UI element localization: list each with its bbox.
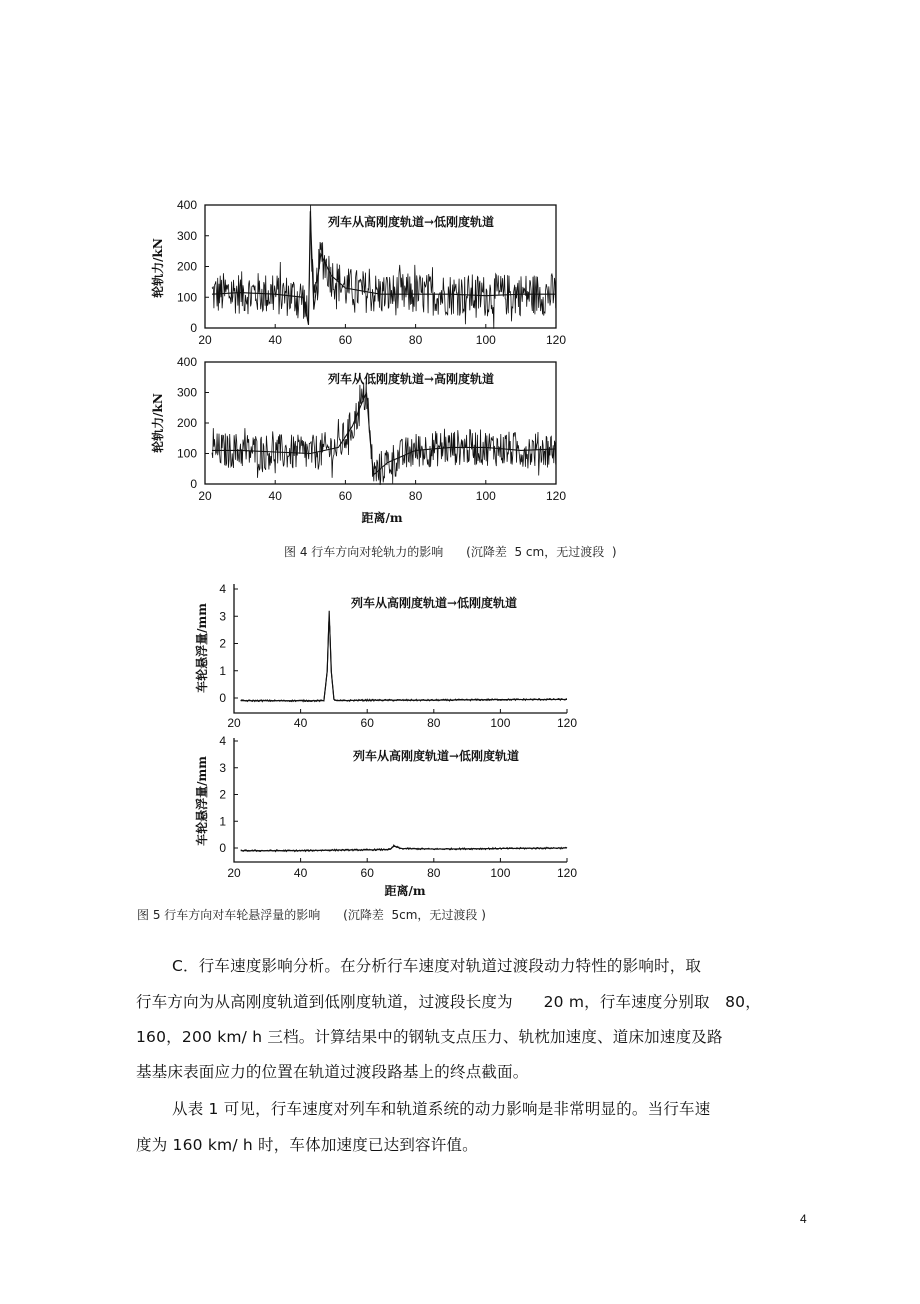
- x-tick-label: 40: [268, 489, 282, 503]
- fig4-panel2-series: [212, 382, 556, 485]
- x-tick-label: 20: [227, 716, 241, 730]
- fig5-panel2-annotation: 列车从高刚度轨道→低刚度轨道: [353, 749, 520, 763]
- y-tick-label: 200: [176, 416, 197, 430]
- fig4-panel1-ylabel: 轮轨力/kN: [151, 238, 165, 298]
- y-tick-label: 0: [190, 477, 197, 491]
- series-envelope: [212, 393, 556, 475]
- x-tick-label: 60: [360, 866, 374, 880]
- y-tick-label: 400: [176, 198, 197, 212]
- x-tick-label: 80: [408, 489, 423, 503]
- x-tick-label: 60: [360, 716, 374, 730]
- body-line-4: 基基床表面应力的位置在轨道过渡段路基上的终点截面。: [136, 1063, 529, 1081]
- y-tick-label: 200: [176, 259, 197, 274]
- x-tick-label: 40: [293, 716, 308, 730]
- x-tick-label: 60: [338, 489, 353, 503]
- series-line: [212, 382, 556, 485]
- x-tick-label: 80: [427, 866, 441, 880]
- figure4-caption: 图 4 行车方向对轮轨力的影响 (沉降差 5 cm，无过渡段 ): [284, 545, 617, 559]
- body-line-2: 行车方向为从高刚度轨道到低刚度轨道，过渡段长度为 20 m，行车速度分别取 80，: [136, 993, 761, 1011]
- y-tick-label: 1: [219, 814, 226, 829]
- y-tick-label: 0: [219, 841, 226, 855]
- x-tick-label: 80: [427, 716, 441, 730]
- fig5-panel1-series: [241, 611, 567, 702]
- body-line-3: 160，200 km/ h 三档。计算结果中的钢轨支点压力、轨枕加速度、道床加速度及路: [136, 1028, 723, 1046]
- body-line-5: 从表 1 可见，行车速度对列车和轨道系统的动力影响是非常明显的。当行车速: [172, 1100, 711, 1118]
- y-tick-label: 400: [176, 355, 197, 369]
- fig5-panel1-annotation: 列车从高刚度轨道→低刚度轨道: [351, 596, 518, 610]
- x-tick-label: 100: [490, 716, 511, 730]
- x-tick-label: 120: [545, 489, 567, 503]
- fig4-panel1-annotation: 列车从高刚度轨道→低刚度轨道: [328, 215, 495, 229]
- y-tick-label: 0: [190, 321, 197, 335]
- x-tick-label: 80: [408, 333, 423, 347]
- x-tick-label: 120: [556, 866, 578, 880]
- x-tick-label: 120: [545, 333, 567, 347]
- series-envelope: [241, 611, 567, 701]
- fig4-panel2-ylabel: 轮轨力/kN: [151, 393, 165, 453]
- series-line: [241, 622, 567, 702]
- y-tick-label: 4: [219, 582, 226, 596]
- fig4-panel1: [150, 198, 566, 347]
- figure5-caption: 图 5 行车方向对车轮悬浮量的影响 (沉降差 5cm，无过渡段 ): [137, 908, 486, 922]
- x-tick-label: 100: [475, 489, 496, 503]
- y-tick-label: 2: [219, 787, 226, 802]
- x-tick-label: 20: [227, 866, 241, 880]
- body-line-1: C．行车速度影响分析。在分析行车速度对轨道过渡段动力特性的影响时，取: [172, 957, 702, 975]
- fig5-panel2-ylabel: 车轮悬浮量/mm: [195, 756, 209, 846]
- y-tick-label: 1: [219, 663, 226, 678]
- x-tick-label: 20: [198, 333, 212, 347]
- fig5-panel1-ylabel: 车轮悬浮量/mm: [195, 603, 209, 693]
- x-tick-label: 100: [475, 333, 496, 347]
- x-tick-label: 120: [556, 716, 578, 730]
- x-tick-label: 40: [293, 866, 308, 880]
- fig4-xlabel: 距离/m: [361, 511, 403, 525]
- page-number: 4: [800, 1212, 807, 1226]
- x-tick-label: 60: [338, 333, 353, 347]
- body-line-6: 度为 160 km/ h 时，车体加速度已达到容许值。: [136, 1136, 478, 1154]
- x-tick-label: 20: [198, 489, 212, 503]
- y-tick-label: 300: [176, 228, 197, 243]
- fig5-panel1: [194, 582, 577, 730]
- y-tick-label: 2: [219, 636, 226, 651]
- fig4-panel2: [150, 355, 566, 525]
- fig5-xlabel: 距离/m: [384, 884, 426, 898]
- y-tick-label: 300: [176, 385, 197, 400]
- y-tick-label: 0: [219, 691, 226, 705]
- fig4-panel2-annotation: 列车从低刚度轨道→高刚度轨道: [328, 372, 495, 386]
- y-tick-label: 3: [219, 609, 226, 624]
- fig5-panel2-series: [241, 845, 567, 851]
- x-tick-label: 40: [268, 333, 282, 347]
- y-tick-label: 100: [176, 290, 197, 305]
- y-tick-label: 3: [219, 760, 226, 775]
- y-tick-label: 4: [219, 734, 226, 748]
- fig5-panel2: [194, 734, 577, 898]
- y-tick-label: 100: [176, 446, 197, 461]
- x-tick-label: 100: [490, 866, 511, 880]
